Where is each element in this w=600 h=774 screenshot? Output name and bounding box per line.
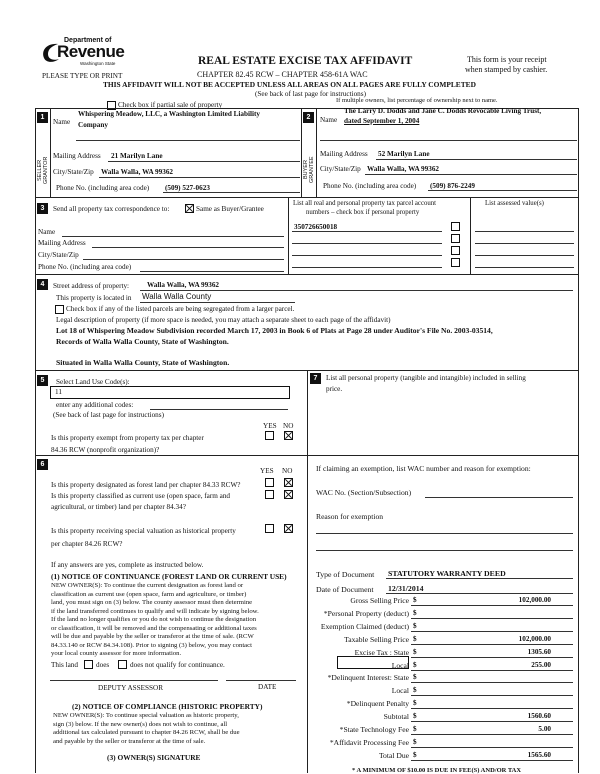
located-label: This property is located in [56,294,132,302]
doc-type-label: Type of Document [316,570,375,579]
section-1-badge: 1 [37,112,48,123]
exempt-no-checkbox[interactable] [284,431,293,440]
notice-continuance-line: NEW OWNER(S): To continue the current designation as forest land or [51,582,244,589]
notice-continuance-line: or classification, it will be removed and the compensating or additional taxes [51,624,257,632]
dollar-sign: $ [413,725,417,733]
buyer-mail: 52 Marilyn Lane [378,150,430,158]
seller-phone: (509) 527-0623 [165,184,210,192]
corr-mail-label: Mailing Address [38,239,86,247]
seller-phone-label: Phone No. (including area code) [56,184,150,192]
current-use-no-checkbox[interactable] [284,490,293,499]
dollar-sign: $ [413,699,417,708]
buyer-name-1: The Larry D. Dodds and Jane C. Dodds Revocable Living Trust, [344,107,542,115]
current-use-question-2: agricultural, or timber) land per chapter 84.34? [51,503,186,511]
parcel-3-checkbox[interactable] [451,246,460,255]
send-correspondence-label: Send all property tax correspondence to: [53,205,170,213]
parcel-1-checkbox[interactable] [451,222,460,231]
notice-continuance-line: classification as current use (open space, farm and agriculture, or timber) [51,590,247,598]
buyer-phone: (509) 876-2249 [430,182,475,190]
segregated-label: Check box if any of the listed parcels are being segregated from a larger parcel. [66,305,295,313]
seller-mail-label: Mailing Address [53,152,101,160]
forest-yes-checkbox[interactable] [265,478,274,487]
seller-mail: 21 Marilyn Lane [111,152,163,160]
logo-state: Washington State [80,61,116,66]
calc-row-label: *Personal Property (deduct) [323,608,409,618]
parcel-head-2: numbers – check box if personal property [306,209,420,216]
historic-question-1: Is this property receiving special valuation as historical property [51,527,236,535]
notice-continuance-line: will be due and payable by the seller or transferor at the time of sale. (RCW [51,633,254,640]
notice-compliance-title: (2) NOTICE OF COMPLIANCE (HISTORIC PROPERTY) [72,702,263,711]
dollar-sign: $ [413,737,417,746]
dollar-sign: $ [413,647,417,656]
exempt-question-2: 84.36 RCW (nonprofit organization)? [51,446,160,454]
this-land-label: This land [51,661,78,669]
notice-compliance-line: NEW OWNER(S): To continue special valuation as historic property, [53,712,239,719]
calc-row-label: Gross Selling Price [350,596,409,605]
section-5-badge: 5 [37,375,48,386]
wac-label: WAC No. (Section/Subsection) [316,488,412,497]
forest-question: Is this property designated as forest land per chapter 84.33 RCW? [51,481,241,489]
notice-compliance-line: sign (3) below. If the new owner(s) does not wish to continue, all [53,720,228,728]
if-yes-instructions: If any answers are yes, complete as instructed below. [51,561,204,569]
dollar-sign: $ [413,686,417,695]
dollar-sign: $ [413,660,417,669]
land-does-not-checkbox[interactable] [118,660,127,669]
calc-row-label: *Affidavit Processing Fee [329,737,409,747]
dollar-sign: $ [413,596,417,604]
seller-name-label: Name [53,118,71,126]
yes-5: YES [263,422,277,430]
section-6-badge: 6 [37,459,48,470]
forest-no-checkbox[interactable] [284,478,293,487]
historic-no-checkbox[interactable] [284,524,293,533]
historic-yes-checkbox[interactable] [265,524,274,533]
calc-row-value[interactable]: 102,000.00 [518,634,551,643]
personal-property-1: List all personal property (tangible and intangible) included in selling [326,374,526,382]
parcel-head-1: List all real and personal property tax parcel account [293,200,437,207]
corr-name-label: Name [38,228,56,236]
exempt-question-1: Is this property exempt from property tax per chapter [51,434,204,442]
additional-codes-label: enter any additional codes: [56,401,134,409]
corr-phone-label: Phone No. (including area code) [38,263,132,271]
located-county: Walla Walla County [142,292,212,301]
buyer-name-label: Name [320,116,338,124]
legal-line-1: Lot 18 of Whispering Meadow Subdivision recorded March 17, 2003 in Book 6 of Plats at Page 28 under Auditor's File No. 2003-03514, [56,326,493,335]
segregated-checkbox[interactable] [55,305,64,314]
notice-continuance-line: If the land no longer qualifies or you do not wish to continue the designation [51,616,257,623]
deputy-assessor-label: DEPUTY ASSESSOR [98,684,164,692]
section-3-badge: 3 [37,203,48,214]
calc-row-label: *Delinquent Interest: State [327,673,409,683]
assessed-head: List assessed value(s) [485,200,544,207]
seller-name-2: Company [78,121,108,129]
form-chapter: CHAPTER 82.45 RCW – CHAPTER 458-61A WAC [197,70,368,79]
calc-row-label: *Delinquent Penalty [346,699,409,709]
exemption-label: If claiming an exemption, list WAC number and reason for exemption: [316,464,531,473]
calc-row-value[interactable]: 1305.60 [527,647,551,656]
dor-logo [40,37,125,71]
see-back-5: (See back of last page for instructions) [53,411,164,419]
land-does-checkbox[interactable] [84,660,93,669]
calc-row-value[interactable]: 255.00 [531,660,551,669]
buyer-phone-label: Phone No. (including area code) [323,182,417,190]
select-land-use: Select Land Use Code(s): [56,378,130,386]
current-use-yes-checkbox[interactable] [265,490,274,499]
seller-name-1: Whispering Meadow, LLC, a Washington Limited Liability [78,110,260,118]
calc-row-value[interactable]: 1565.60 [527,750,551,759]
calc-row-label: Local [391,686,409,696]
minimum-fee-note: * A MINIMUM OF $10.00 IS DUE IN FEE(S) AND/OR TAX [352,767,522,774]
notice-continuance-line: if the land transferred continues to qualify and will indicate by signing below. [51,607,259,615]
dollar-sign: $ [413,673,417,682]
parcel-2-checkbox[interactable] [451,234,460,243]
calc-row-value[interactable]: 5.00 [538,725,551,733]
exempt-yes-checkbox[interactable] [265,431,274,440]
street-label: Street address of property: [53,282,130,290]
no-5: NO [283,422,294,430]
owner-signature-label: (3) OWNER(S) SIGNATURE [107,753,201,762]
land-use-code: 11 [55,388,62,396]
notice-continuance-line: 84.33.140 or RCW 84.34.108). Prior to signing (3) below, you may contact [51,641,252,649]
doc-type: STATUTORY WARRANTY DEED [388,569,506,578]
logo-dept: Department of [64,37,112,44]
seller-city-label: City/State/Zip [53,168,94,176]
legal-line-2: Records of Walla Walla County, State of Washington. [56,337,229,346]
calc-row-value[interactable]: 102,000.00 [518,596,551,604]
dollar-sign: $ [413,608,417,617]
form-warning: THIS AFFIDAVIT WILL NOT BE ACCEPTED UNLESS ALL AREAS ON ALL PAGES ARE FULLY COMPLETED [103,80,476,89]
calc-row-label: Exemption Claimed (deduct) [320,621,409,631]
parcel-number: 350726650018 [294,223,338,231]
same-as-buyer-label: Same as Buyer/Grantee [196,205,264,213]
partial-sale-label: Check box if partial sale of property [118,101,223,109]
does-not-label: does not qualify for continuance. [130,661,225,669]
historic-question-2: per chapter 84.26 RCW? [51,540,123,548]
notice-continuance-line: your local county assessor for more information. [51,650,182,657]
dollar-sign: $ [413,750,417,759]
buyer-mail-label: Mailing Address [320,150,368,158]
calc-row-label: Total Due [378,750,409,760]
calc-row-label: Taxable Selling Price [344,634,409,644]
does-label: does [96,661,110,669]
notice-compliance-line: additional tax calculated pursuant to chapter 84.26 RCW, shall be due [53,729,240,736]
legal-label: Legal description of property (if more space is needed, you may attach a separate sheet to each page of the affidavit) [56,316,391,324]
doc-date: 12/31/2014 [388,584,424,593]
parcel-4-checkbox[interactable] [451,258,460,267]
receipt-line-2: when stamped by cashier. [465,65,548,74]
no-6: NO [282,467,293,475]
calc-row-label: Excise Tax : State [354,647,409,657]
section-7-badge: 7 [310,373,321,384]
buyer-name-2: dated September 1, 2004 [344,117,420,125]
form-title: REAL ESTATE EXCISE TAX AFFIDAVIT [198,55,413,67]
date-label: DATE [258,683,277,691]
legal-line-3: Situated in Walla Walla County, State of Washington. [56,358,230,367]
corr-city-label: City/State/Zip [38,251,79,259]
calc-row-value[interactable]: 1560.60 [527,712,551,721]
seller-grantor-label: SELLER GRANTOR [37,156,49,184]
current-use-question-1: Is this property classified as current use (open space, farm and [51,492,231,500]
buyer-city: Walla Walla, WA 99362 [367,165,440,173]
see-back-top: (See back of last page for instructions) [255,90,366,98]
dollar-sign: $ [413,712,417,721]
street-address: Walla Walla, WA 99362 [147,281,220,289]
dollar-sign: $ [413,634,417,643]
yes-6: YES [260,467,274,475]
doc-date-label: Date of Document [316,585,374,594]
notice-continuance-line: land, you must sign on (3) below. The county assessor must then determine [51,599,253,606]
land-use-code-box[interactable] [50,386,290,399]
buyer-grantee-label: BUYER GRANTEE [303,156,315,184]
section-2-badge: 2 [303,112,314,123]
logo-word: Revenue [57,42,125,61]
reason-label: Reason for exemption [316,512,384,521]
calc-row-label: Local [391,660,409,670]
seller-city: Walla Walla, WA 99362 [101,168,174,176]
calc-row-label: *State Technology Fee [339,725,409,734]
receipt-line-1: This form is your receipt [467,55,547,64]
multiple-owners-note: If multiple owners, list percentage of ownership next to name. [336,97,498,104]
section-4-badge: 4 [37,279,48,290]
same-as-buyer-checkbox[interactable] [185,204,194,213]
buyer-city-label: City/State/Zip [320,165,361,173]
please-type: PLEASE TYPE OR PRINT [42,72,123,80]
notice-compliance-line: and payable by the seller or transferor at the time of sale. [53,737,206,745]
dollar-sign: $ [413,621,417,630]
calc-row-label: Subtotal [383,712,409,722]
notice-continuance-title: (1) NOTICE OF CONTINUANCE (FOREST LAND OR CURRENT USE) [51,572,287,581]
personal-property-2: price. [326,385,343,393]
